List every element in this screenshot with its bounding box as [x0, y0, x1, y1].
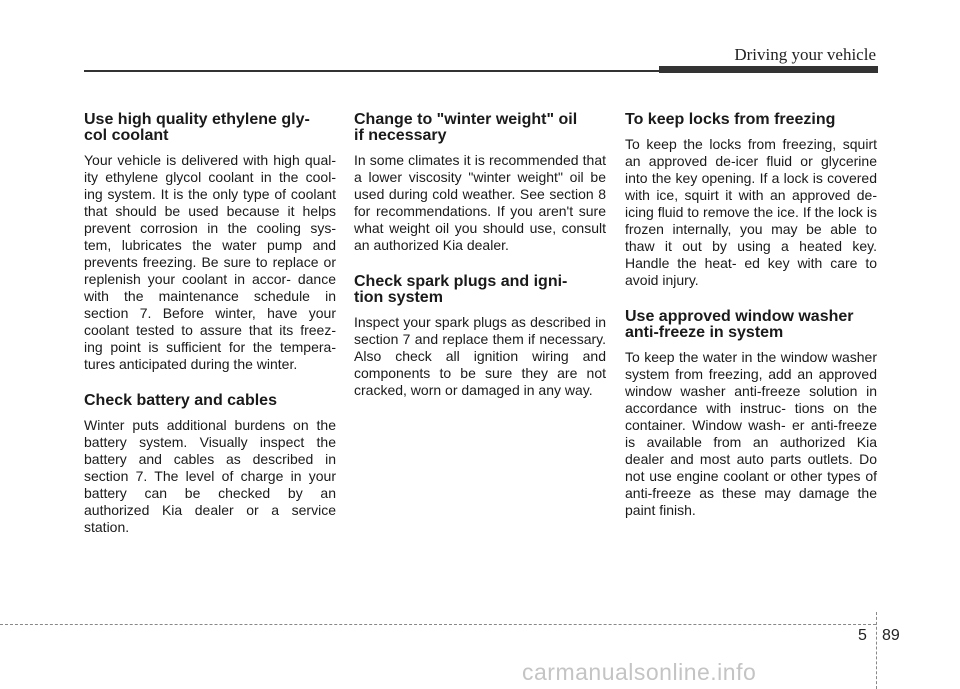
section-body: In some climates it is recommended that a lower viscosity "winter weight" oil be used during cold weather. See section 8 for recommendations. If you aren't sure what weight oil you should use, consult an authorized Kia dealer. [354, 152, 606, 253]
section-heading: Change to "winter weight" oil if necessary [354, 111, 578, 144]
section-heading: Check battery and cables [84, 392, 277, 409]
footer-divider [0, 624, 876, 625]
section-heading: To keep locks from freezing [625, 111, 836, 128]
section-heading: Use approved window washer anti-freeze in system [625, 308, 854, 341]
section-heading: Check spark plugs and igni- tion system [354, 273, 568, 306]
column-3 [625, 112, 877, 519]
column-2 [354, 112, 606, 399]
section-heading: Use high quality ethylene gly- col coolant [84, 111, 310, 144]
section-body: Winter puts additional burdens on the battery system. Visually inspect the battery and cables as described in section 7. The level of charge in your battery can be checked by an authorized Kia dealer or a service station. [84, 417, 336, 535]
section-body: To keep the locks from freezing, squirt an approved de-icer fluid or glycerine into the key opening. If a lock is covered with ice, squirt it with an approved de-icing fluid to remove the ice. If the lock is frozen internally, you may be able to thaw it out by using a heated key. Handle the heat- ed key with care to avoid injury. [625, 136, 877, 288]
chapter-number: 5 [858, 627, 867, 644]
page-number: 89 [882, 627, 900, 644]
page-header-title: Driving your vehicle [734, 45, 876, 64]
column-1 [84, 112, 336, 536]
header-rule [84, 70, 659, 72]
section-body: Inspect your spark plugs as described in section 7 and replace them if necessary. Also check all ignition wiring and components to be sure they are not cracked, worn or damaged in any way. [354, 314, 606, 398]
section-body: Your vehicle is delivered with high qual- ity ethylene glycol coolant in the cool- ing system. It is the only type of coolant that should be used because it helps prevent corrosion in the cooling sys- tem, lubricates the water pump and prevents freezing. Be sure to replace or replenish your coolant in accor- dance with the maintenance schedule in section 7. Before winter, have your coolant tested to assure that its freez- ing point is sufficient for the tempera- tures anticipated during the winter. [84, 152, 336, 372]
footer-page-divider [876, 612, 877, 689]
watermark: carmanualsonline.info [522, 659, 757, 685]
section-body: To keep the water in the window washer system from freezing, add an approved window washer anti-freeze solution in accordance with instruc- tions on the container. Window wash- er anti-freeze is available from an authorized Kia dealer and most auto parts outlets. Do not use engine coolant or other types of anti-freeze as these may damage the paint finish. [625, 349, 877, 518]
header-rule-accent [659, 66, 878, 73]
